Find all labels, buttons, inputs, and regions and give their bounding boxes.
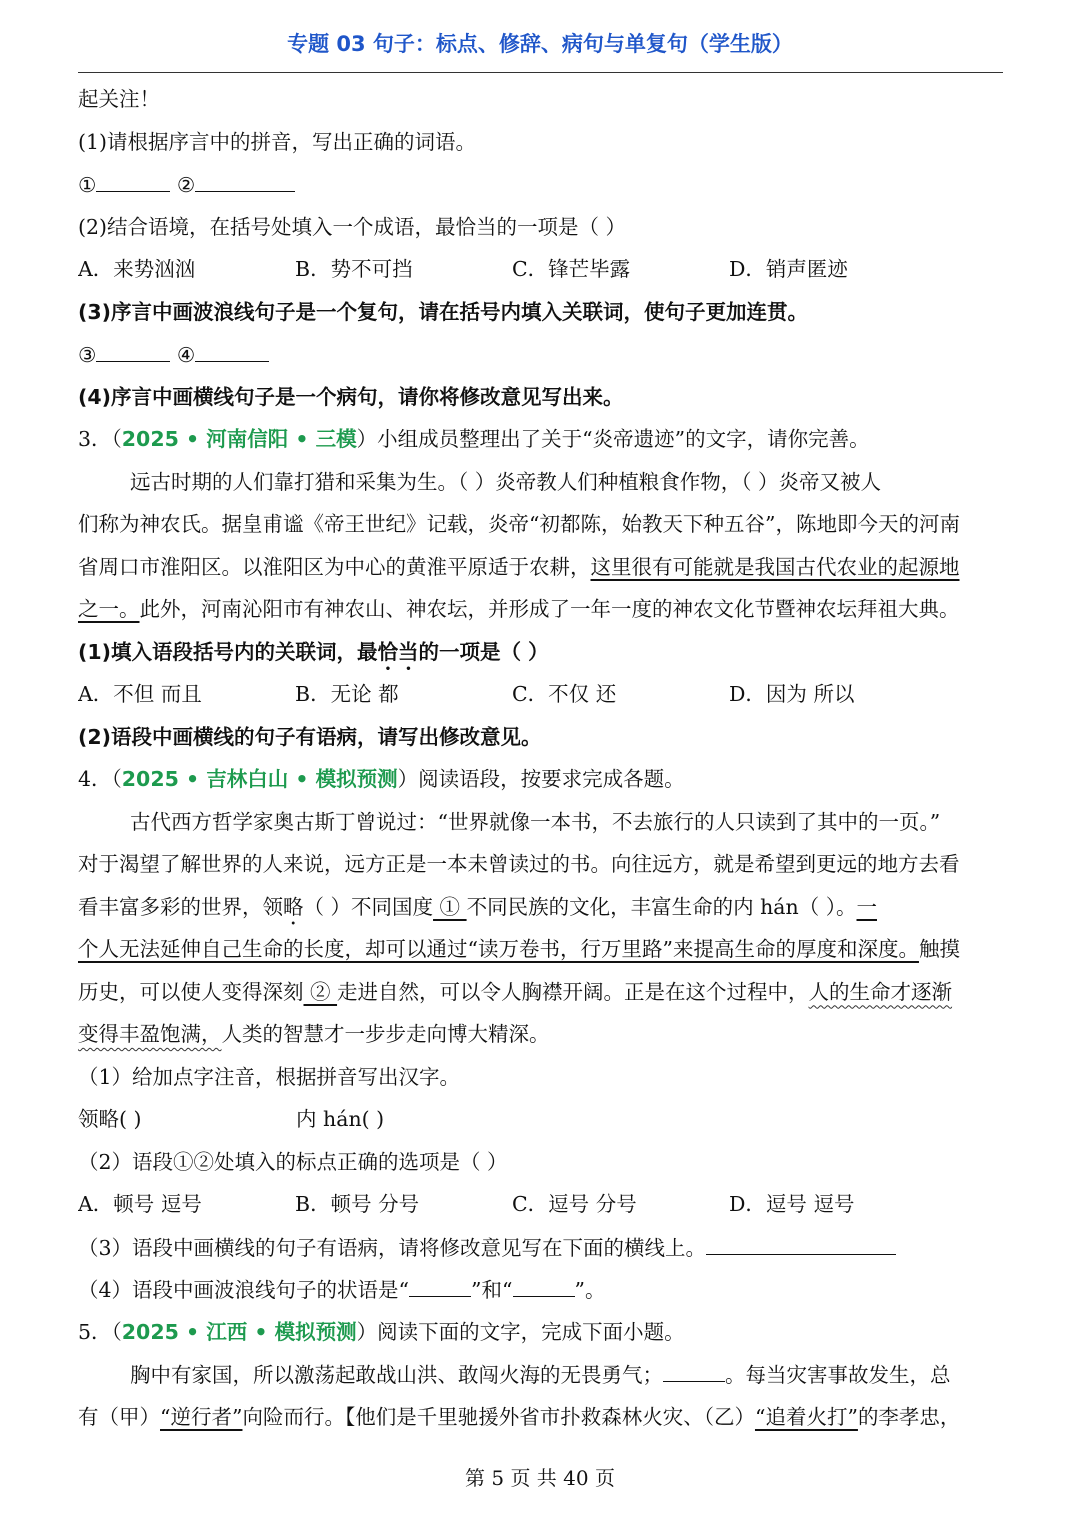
answer-blank[interactable]: [513, 1274, 575, 1297]
option-b[interactable]: B．顿号 分号: [295, 1192, 420, 1216]
header-divider: [78, 72, 1003, 73]
answer-blank-3[interactable]: [96, 339, 170, 362]
answer-blank-4[interactable]: [195, 339, 269, 362]
wavy-sentence: 人的生命才逐渐: [808, 979, 953, 1004]
punct-slot-1: ①: [433, 894, 467, 919]
question-3-1: (1)填入语段括号内的关联词，最恰当的一项是（ ）: [78, 639, 549, 664]
source-tag: 2025 • 江西 • 模拟预测: [121, 1319, 357, 1344]
answer-blank[interactable]: [706, 1232, 896, 1255]
passage-3-line: 们称为神农氏。据皇甫谧《帝王世纪》记载，炎帝“初都陈，始教天下种五谷”，陈地即今天的河南: [78, 512, 960, 536]
source-tag: 2025 • 吉林白山 • 模拟预测: [121, 767, 398, 791]
passage-4-line: 历史，可以使人变得深刻 ② 走进自然，可以令人胸襟开阔。正是在这个过程中，人的生命才逐渐: [78, 979, 953, 1004]
underlined-sentence: 这里很有可能就是我国古代农业的起源地: [590, 554, 960, 579]
question-2-4: (4)序言中画横线句子是一个病句，请你将修改意见写出来。: [78, 384, 624, 409]
options-q2-2: [78, 254, 1003, 297]
option-b[interactable]: B．无论 都: [295, 682, 399, 706]
question-5-heading: 5．（2025 • 江西 • 模拟预测）阅读下面的文字，完成下面小题。: [78, 1319, 685, 1344]
passage-4-line: 古代西方哲学家奥古斯丁曾说过：“世界就像一本书，不去旅行的人只读到了其中的一页。”: [130, 809, 941, 834]
document-body: [78, 84, 1003, 1444]
answer-blanks-3-4: [78, 339, 1003, 382]
passage-4-line: 变得丰盈饱满，人类的智慧才一步步走向博大精深。: [78, 1022, 550, 1046]
passage-4-line: 个人无法延伸自己生命的长度，却可以通过“读万卷书，行万里路”来提高生命的厚度和深度。触摸: [78, 937, 960, 961]
hanzi-answer-2[interactable]: 内 hán( ): [296, 1107, 385, 1131]
circled-4: ④: [170, 343, 196, 367]
option-c[interactable]: C．逗号 分号: [512, 1192, 637, 1216]
question-3-heading: 3．（2025 • 河南信阳 • 三模）小组成员整理出了关于“炎帝遗迹”的文字，请你完善。: [78, 427, 870, 451]
answer-blank[interactable]: [663, 1359, 725, 1382]
question-2-3: (3)序言中画波浪线句子是一个复句，请在括号内填入关联词，使句子更加连贯。: [78, 299, 809, 324]
passage-3-line: 之一。此外，河南沁阳市有神农山、神农坛，并形成了一年一度的神农文化节暨神农坛拜祖大典。: [78, 597, 960, 621]
option-d[interactable]: D．销声匿迹: [729, 257, 848, 281]
passage-5-line: 有（甲）“逆行者”向险而行。【他们是千里驰援外省市扑救森林火灾、（乙）“追着火打”的李孝忠，: [78, 1404, 961, 1429]
underlined-word: “追着火打”: [754, 1404, 858, 1429]
options-q3-1: [78, 679, 1003, 722]
answer-blank[interactable]: [409, 1274, 471, 1297]
wavy-sentence: 变得丰盈饱满，: [78, 1022, 222, 1046]
punct-slot-2: ②: [303, 979, 338, 1004]
underlined-sentence: 一: [856, 894, 877, 919]
passage-3-line: 远古时期的人们靠打猎和采集为生。（ ）炎帝教人们种植粮食作物，（ ）炎帝又被人: [130, 469, 882, 494]
dotted-char: 略: [283, 894, 304, 919]
dotted-word: 恰当: [377, 639, 419, 664]
text-line: 起关注！: [78, 87, 160, 111]
answer-blank-2[interactable]: [195, 169, 295, 192]
passage-4-line: 看丰富多彩的世界，领略（ ）不同国度 ① 不同民族的文化，丰富生命的内 hán（ ）。一: [78, 894, 877, 919]
option-b[interactable]: B．势不可挡: [295, 257, 413, 281]
option-d[interactable]: D．因为 所以: [729, 682, 855, 706]
page-footer: 第 5 页 共 40 页: [465, 1466, 615, 1490]
question-4-3: （3）语段中画横线的句子有语病，请将修改意见写在下面的横线上。: [78, 1232, 1003, 1275]
question-4-4: （4）语段中画波浪线句子的状语是“ ”和“ ”。: [78, 1274, 1003, 1317]
circled-2: ②: [170, 173, 196, 197]
option-a[interactable]: A．顿号 逗号: [78, 1192, 202, 1216]
question-4-2: （2）语段①②处填入的标点正确的选项是（ ）: [78, 1149, 508, 1174]
circled-3: ③: [78, 343, 97, 367]
underlined-sentence: 之一。: [78, 597, 140, 621]
circled-1: ①: [78, 173, 97, 197]
question-4-1: （1）给加点字注音，根据拼音写出汉字。: [78, 1064, 461, 1089]
passage-4-line: 对于渴望了解世界的人来说，远方正是一本未曾读过的书。向往远方，就是希望到更远的地方去看: [78, 852, 960, 876]
answer-blank-1[interactable]: [96, 169, 170, 192]
question-4-heading: 4．（2025 • 吉林白山 • 模拟预测）阅读语段，按要求完成各题。: [78, 767, 685, 791]
option-c[interactable]: C．锋芒毕露: [512, 257, 631, 281]
passage-5-line: 胸中有家国，所以激荡起敢战山洪、敢闯火海的无畏勇气； 。每当灾害事故发生，总: [78, 1359, 1003, 1402]
source-tag: 2025 • 河南信阳 • 三模: [121, 427, 357, 451]
option-a[interactable]: A．来势汹汹: [78, 257, 196, 281]
question-2-2: (2)结合语境，在括号处填入一个成语，最恰当的一项是（ ）: [78, 214, 627, 239]
pinyin-answer-1[interactable]: 领略( ): [78, 1107, 142, 1131]
page-header-title: 专题 03 句子：标点、修辞、病句与单复句（学生版）: [287, 32, 793, 56]
question-4-1-answers: [78, 1104, 1003, 1147]
passage-3-line: 省周口市淮阳区。以淮阳区为中心的黄淮平原适于农耕，这里很有可能就是我国古代农业的起源地: [78, 554, 960, 579]
answer-blanks-1-2: [78, 169, 1003, 212]
underlined-sentence: 个人无法延伸自己生命的长度，却可以通过“读万卷书，行万里路”来提高生命的厚度和深度。: [78, 937, 919, 961]
option-d[interactable]: D．逗号 逗号: [729, 1192, 855, 1216]
option-a[interactable]: A．不但 而且: [78, 682, 202, 706]
option-c[interactable]: C．不仅 还: [512, 682, 617, 706]
question-2-1: (1)请根据序言中的拼音，写出正确的词语。: [78, 129, 477, 154]
underlined-word: “逆行者”: [160, 1404, 243, 1429]
question-3-2: (2)语段中画横线的句子有语病，请写出修改意见。: [78, 724, 542, 749]
options-q4-2: [78, 1189, 1003, 1232]
